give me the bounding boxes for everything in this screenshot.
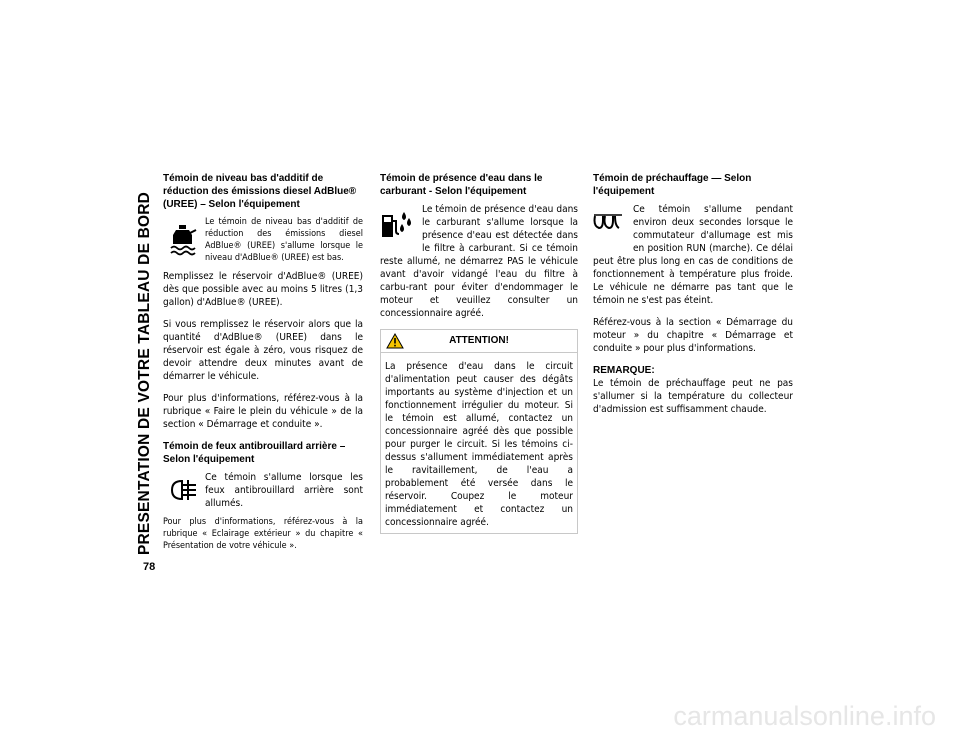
side-section-title: PRESENTATION DE VOTRE TABLEAU DE BORD: [136, 191, 153, 555]
adblue-heading: Témoin de niveau bas d'additif de réduction des émissions diesel AdBlue® (UREE) – Selon l'équipement: [163, 173, 357, 210]
adblue-paragraph-2: Si vous remplissez le réservoir alors que la quantité d'AdBlue® (UREE) dans le réservoir est égale à zéro, vous risquez de devoir attendre deux minutes avant de démarrer le véhicule.: [163, 319, 363, 382]
glow-plug-icon: [593, 213, 623, 231]
page-number: 78: [143, 561, 156, 573]
attention-box: [380, 329, 578, 534]
watermark-logo: carmanualsonline.info: [673, 701, 936, 731]
column-1: [163, 172, 363, 561]
fog-icon-row: [163, 471, 363, 510]
preheat-paragraph-2: Référez-vous à la section « Démarrage du moteur » du chapitre « Démarrage et conduite » pour plus d'informations.: [593, 317, 793, 354]
fog-icon-text: Ce témoin s'allume lorsque les feux antibrouillard arrière sont allumés.: [205, 472, 363, 509]
attention-text: La présence d'eau dans le circuit d'alimentation peut causer des dégâts importants au système d'injection et un fonctionnement irrégulier du moteur. Si le témoin est allumé, contactez un concessionnaire agréé dès que possible pour purger le circuit. Si les témoins ci-dessus s'allument immédiatement après le ravitaillement, de l'eau a probablement été versée dans le réservoir. Coupez le moteur immédiatement et contactez un concessionnaire agréé.: [385, 361, 573, 528]
water-text: Le témoin de présence d'eau dans le carburant s'allume lorsque la présence d'eau est détectée dans le filtre à carburant. Si ce témoin reste allumé, ne démarrez PAS le véhicule avant d'avoir vidangé l'eau du filtre à carbu-rant pour éviter d'endommager le moteur et veuillez consulter un concessionnaire agréé.: [380, 204, 578, 319]
adblue-icon-row: [163, 216, 363, 264]
note-label: REMARQUE:: [593, 365, 655, 376]
preheat-text: Ce témoin s'allume pendant environ deux secondes lorsque le commutateur d'allumage est mis en position RUN (marche). Ce délai peut être plus long en cas de conditions de fonctionnement à température plus froide. Le véhicule ne démarre pas tant que le témoin ne s'est pas éteint.: [593, 204, 793, 306]
column-3: [593, 172, 793, 425]
warning-triangle-icon: [386, 333, 404, 349]
adblue-fluid-icon: [170, 224, 198, 256]
adblue-paragraph-1: Remplissez le réservoir d'AdBlue® (UREE) dès que possible avec au moins 5 litres (1,3 gallon) d'AdBlue® (UREE).: [163, 271, 363, 308]
attention-title: ATTENTION!: [449, 335, 509, 346]
adblue-paragraph-3: Pour plus d'informations, référez-vous à la rubrique « Faire le plein du véhicule » de la section « Démarrage et conduite ».: [163, 393, 363, 430]
fog-paragraph-1: Pour plus d'informations, référez-vous à la rubrique « Eclairage extérieur » du chapitre « Présentation de votre véhicule ».: [163, 517, 363, 551]
adblue-icon-text: Le témoin de niveau bas d'additif de réduction des émissions diesel AdBlue® (UREE) s'allume lorsque le niveau d'AdBlue® (UREE) est bas.: [205, 217, 363, 263]
column-2: [380, 172, 578, 534]
water-in-fuel-icon: [380, 209, 412, 239]
fog-heading: Témoin de feux antibrouillard arrière – Selon l'équipement: [163, 441, 346, 465]
preheat-heading: Témoin de préchauffage — Selon l'équipement: [593, 173, 752, 197]
note-text: Le témoin de préchauffage peut ne pas s'allumer si la température du collecteur d'admission est suffisamment chaude.: [593, 378, 793, 415]
note: [593, 364, 793, 416]
water-heading: Témoin de présence d'eau dans le carburant - Selon l'équipement: [380, 173, 543, 197]
rear-fog-light-icon: [170, 479, 198, 501]
